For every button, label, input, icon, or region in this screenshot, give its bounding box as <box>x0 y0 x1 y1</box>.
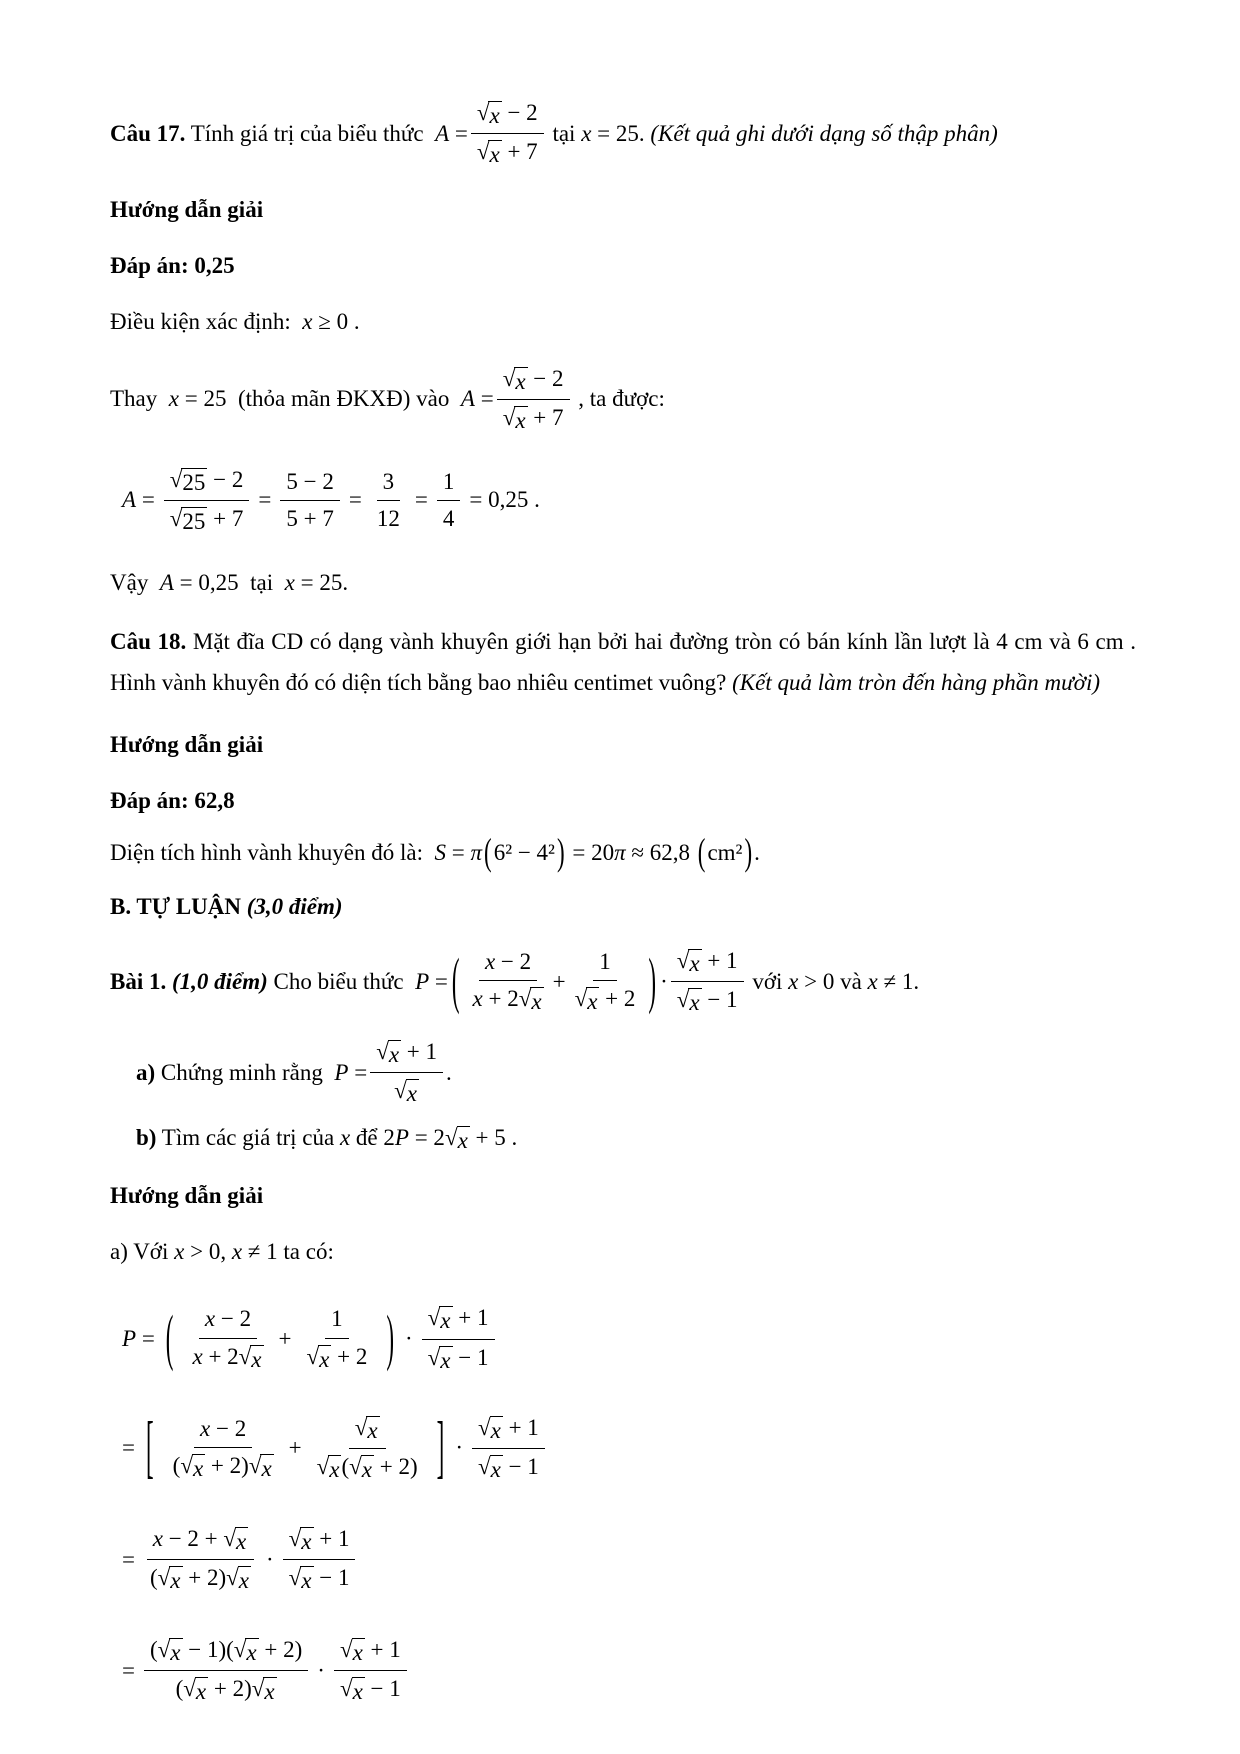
section-b-points: (3,0 điểm) <box>241 894 343 920</box>
dot-operator: · <box>660 968 668 994</box>
fraction-denominator: ( √ x + 2) √ x <box>175 1676 275 1705</box>
fraction <box>280 467 339 535</box>
fraction-numerator: x − 2 <box>194 1414 252 1448</box>
b1-equation-1 <box>122 1303 1136 1374</box>
fraction-numerator: √ 25 − 2 <box>164 465 250 501</box>
fraction-numerator: √ x + 1 <box>671 946 744 982</box>
equals-sign: = <box>122 1546 135 1572</box>
equals-sign: = <box>122 1435 135 1461</box>
plus-sign: + <box>552 968 566 994</box>
fraction-denominator: √ x − 1 <box>288 1565 350 1594</box>
equals-sign: = <box>348 487 362 513</box>
b1-question-a <box>136 1037 1136 1108</box>
sol-a-post: ta có: <box>277 1238 334 1264</box>
c18-label: Câu 18. <box>110 628 187 654</box>
equation-result: = 0,25 . <box>469 487 540 513</box>
question-b-equation: 2P = 2 √ x + 5 . <box>383 1124 518 1153</box>
fraction-denominator: √ x − 1 <box>339 1676 401 1705</box>
b1-cond1: x > 0 <box>788 968 835 994</box>
c18-guide-heading: Hướng dẫn giải <box>110 732 264 758</box>
right-paren: ) <box>648 946 657 1015</box>
question-b-mid: để <box>350 1124 384 1150</box>
fraction-denominator: 12 <box>376 505 400 531</box>
right-paren: ) <box>386 1304 394 1372</box>
fraction-denominator: √ x <box>394 1078 418 1107</box>
section-b-title: B. TỰ LUẬN <box>110 894 241 920</box>
fraction <box>301 1304 374 1374</box>
left-paren: ( <box>484 831 492 873</box>
area-mid: = 20π ≈ 62,8 <box>572 840 691 866</box>
fraction-denominator: √ x − 1 <box>427 1344 489 1373</box>
c17-intro-text: Tính giá trị của biểu thức <box>185 120 436 146</box>
c17-mid-text: tại <box>546 120 582 146</box>
c18-note: (Kết quả làm tròn đến hàng phần mười) <box>732 670 1101 696</box>
fraction-denominator: √ 25 + 7 <box>169 505 244 534</box>
fraction-numerator: 1 <box>325 1304 349 1338</box>
c17-condition-math: x ≥ 0 . <box>302 309 360 335</box>
b1-cond2: x ≠ 1. <box>867 968 920 994</box>
equation-lhs: P = <box>122 1326 155 1352</box>
dot-operator: · <box>317 1657 325 1683</box>
b1-equation-3 <box>122 1524 1136 1595</box>
fraction-numerator: √ x + 1 <box>422 1303 495 1339</box>
c17-statement <box>110 98 1136 169</box>
left-paren: ( <box>451 946 460 1015</box>
spacer <box>690 840 696 866</box>
question-a-period: . <box>446 1059 452 1085</box>
c17-answer: Đáp án: 0,25 <box>110 253 235 279</box>
fraction <box>144 1524 257 1595</box>
fraction-denominator: 4 <box>442 505 455 531</box>
fraction <box>370 1037 443 1108</box>
b1-label: Bài 1. <box>110 968 167 994</box>
c17-x-value: x = 25. <box>581 120 645 146</box>
fraction-denominator: x + 2 √ x <box>192 1343 262 1372</box>
conclusion-x: x = 25. <box>284 570 349 596</box>
area-lhs: S = π <box>434 840 483 866</box>
fraction-numerator: √ x + 1 <box>370 1037 443 1073</box>
b1-equation-4 <box>122 1635 1136 1706</box>
c17-guide-heading: Hướng dẫn giải <box>110 197 264 223</box>
c17-formula-lhs: A = <box>435 120 468 146</box>
fraction-numerator: √ x + 1 <box>334 1635 407 1671</box>
left-paren: ( <box>165 1304 174 1372</box>
fraction <box>569 947 642 1017</box>
c17-condition-line <box>110 305 1136 340</box>
fraction <box>311 1413 424 1484</box>
dot-operator: · <box>455 1435 463 1461</box>
fraction <box>371 467 406 535</box>
fraction-numerator: 1 <box>437 467 461 501</box>
fraction <box>283 1524 356 1595</box>
equation-lhs: A = <box>122 487 155 513</box>
left-paren: ( <box>697 831 706 873</box>
b1-formula-lhs: P = <box>415 968 448 994</box>
question-b-text: Tìm các giá trị của <box>156 1124 340 1150</box>
conclusion-mid: tại <box>238 570 285 596</box>
b1-solution-a-intro <box>110 1235 1136 1270</box>
left-bracket: [ <box>145 1408 154 1485</box>
right-paren: ) <box>744 831 753 873</box>
c18-area-line <box>110 831 1136 873</box>
fraction <box>497 364 570 435</box>
fraction-numerator: 1 <box>593 947 617 981</box>
c18-body-text: Mặt đĩa CD có dạng vành khuyên giới hạn bởi hai đường tròn có bán kính lần lượt là 4 cm và 6 cm . Hình vành khuyên đó có diện tích bằng bao nhiêu centimet vuông? <box>110 628 1136 696</box>
area-period: . <box>754 840 760 866</box>
fraction <box>472 1413 545 1484</box>
fraction <box>164 465 250 536</box>
c17-note: (Kết quả ghi dưới dạng số thập phân) <box>644 120 998 146</box>
fraction <box>167 1414 280 1484</box>
fraction <box>671 946 744 1017</box>
fraction <box>422 1303 495 1374</box>
b1-intro-text: Cho biểu thức <box>267 968 416 994</box>
question-a-lhs: P = <box>334 1059 368 1085</box>
fraction-denominator: ( √ x + 2) √ x <box>172 1453 272 1482</box>
plus-sign: + <box>288 1435 302 1461</box>
fraction-numerator: √ x <box>349 1413 386 1449</box>
dot-operator: · <box>405 1326 413 1352</box>
fraction-numerator: ( √ x − 1)( √ x + 2) <box>144 1635 308 1671</box>
right-paren: ) <box>556 831 565 873</box>
question-a-text: Chứng minh rằng <box>155 1059 335 1085</box>
equals-sign: = <box>414 487 428 513</box>
fraction-numerator: √ x − 2 <box>471 98 544 134</box>
fraction <box>471 98 544 169</box>
fraction-numerator: 3 <box>377 467 401 501</box>
fraction-numerator: x − 2 + √ x <box>147 1524 255 1560</box>
fraction-numerator: x − 2 <box>199 1304 257 1338</box>
b1-question-b <box>136 1121 1136 1156</box>
conclusion-a: A = 0,25 <box>159 570 239 596</box>
substitute-text: Thay <box>110 386 169 412</box>
equals-sign: = <box>258 487 272 513</box>
fraction-denominator: √ x + 2 <box>574 986 636 1015</box>
fraction-denominator: x + 2 √ x <box>472 986 542 1015</box>
b1-cond-pre: với <box>746 968 789 994</box>
c18-answer: Đáp án: 62,8 <box>110 788 235 814</box>
b1-points: (1,0 điểm) <box>166 968 268 994</box>
fraction-denominator: √ x + 2 <box>306 1343 368 1372</box>
fraction-denominator: √ x + 7 <box>502 404 564 433</box>
c17-conclusion <box>110 566 1136 601</box>
c17-evaluation-equation <box>122 465 1136 536</box>
fraction-numerator: x − 2 <box>479 947 537 981</box>
conclusion-pre: Vậy <box>110 570 160 596</box>
fraction <box>467 947 550 1017</box>
equals-sign: = <box>122 1657 135 1683</box>
c18-statement <box>110 621 1136 705</box>
right-bracket: ] <box>436 1408 445 1485</box>
b1-equation-2 <box>122 1408 1136 1485</box>
c17-label: Câu 17. <box>110 120 186 146</box>
area-unit: cm² <box>707 840 743 866</box>
b1-statement <box>110 946 1136 1017</box>
fraction <box>334 1635 407 1706</box>
substitute-x: x = 25 <box>168 386 227 412</box>
fraction-numerator: √ x − 2 <box>497 364 570 400</box>
fraction-denominator: ( √ x + 2) √ x <box>149 1565 249 1594</box>
area-label: Diện tích hình vành khuyên đó là: <box>110 840 435 866</box>
c17-condition-label: Điều kiện xác định: <box>110 309 303 335</box>
c17-substitution-line <box>110 364 1136 435</box>
fraction-numerator: 5 − 2 <box>280 467 339 501</box>
fraction-numerator: √ x + 1 <box>283 1524 356 1560</box>
substitute-post: , ta được: <box>572 386 665 412</box>
fraction-denominator: √ x − 1 <box>477 1453 539 1482</box>
fraction-numerator: √ x + 1 <box>472 1413 545 1449</box>
area-inner: 6² − 4² <box>493 840 555 866</box>
question-b-label: b) <box>136 1124 157 1150</box>
fraction <box>186 1304 269 1374</box>
b1-cond-mid: và <box>834 968 868 994</box>
sol-a-pre: a) Với <box>110 1238 175 1264</box>
question-a-label: a) <box>136 1059 156 1085</box>
dot-operator: · <box>265 1546 274 1572</box>
substitute-lhs: A = <box>460 386 494 412</box>
fraction-denominator: √ x − 1 <box>676 987 738 1016</box>
fraction-denominator: 5 + 7 <box>286 505 334 531</box>
substitute-mid: (thỏa mãn ĐKXĐ) vào <box>226 386 461 412</box>
section-b-heading <box>110 892 1136 922</box>
plus-sign: + <box>278 1326 292 1352</box>
fraction <box>144 1635 308 1706</box>
question-b-x: x <box>339 1124 351 1150</box>
b1-guide-heading: Hướng dẫn giải <box>110 1183 264 1209</box>
fraction <box>437 467 461 535</box>
sol-a-cond: x > 0, x ≠ 1 <box>174 1238 278 1264</box>
fraction-denominator: √ x ( √ x + 2) <box>316 1453 418 1482</box>
fraction-denominator: √ x + 7 <box>476 139 538 168</box>
